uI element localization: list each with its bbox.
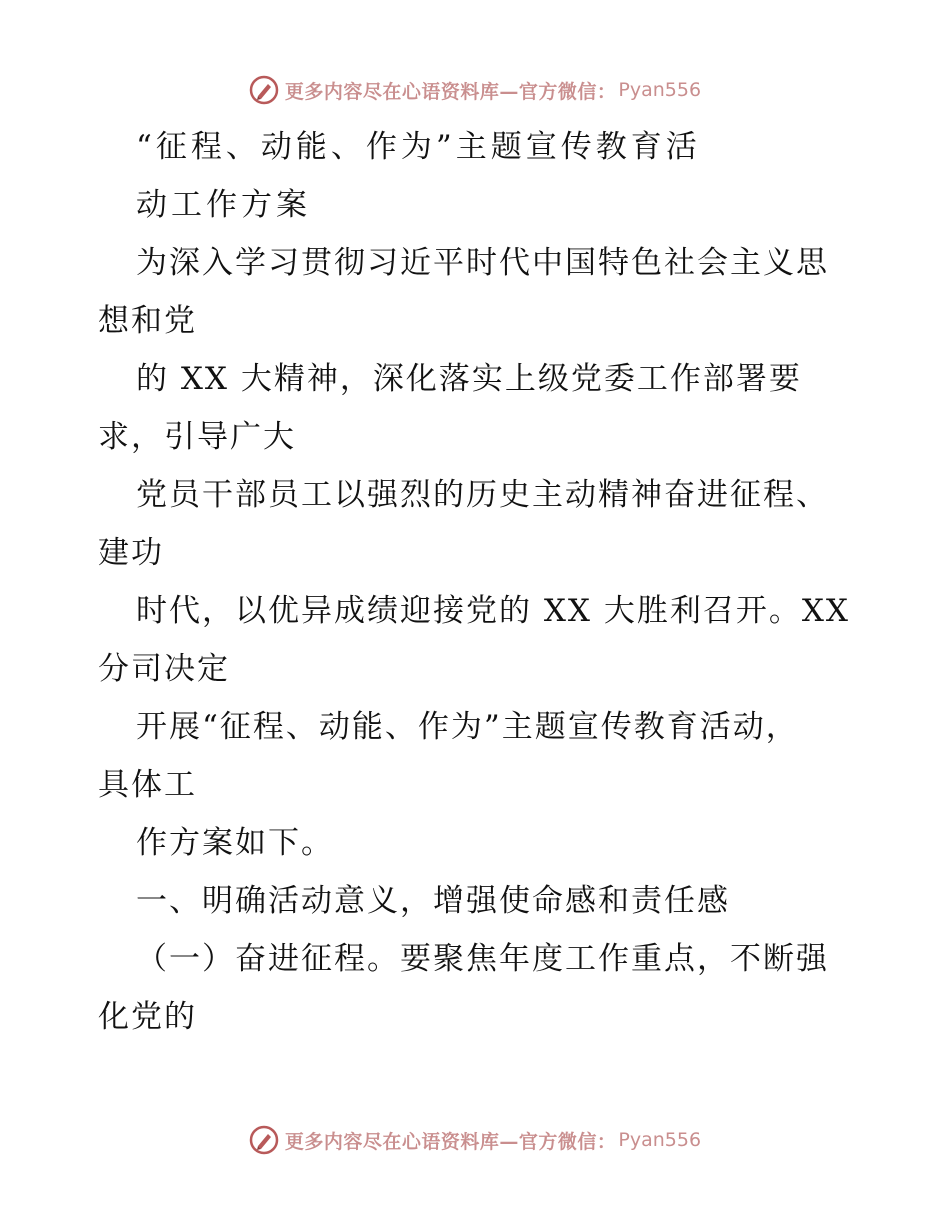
footer-watermark — [0, 1120, 950, 1160]
watermark-text: 更多内容尽在心语资料库—官方微信： — [284, 80, 617, 103]
pen-logo-icon — [249, 75, 279, 105]
paragraph-line: 求，引导广大 — [98, 419, 296, 455]
doc-title-line-1: “征程、动能、作为”主题宣传教育活 — [136, 129, 701, 165]
section-heading: 一、明确活动意义，增强使命感和责任感 — [136, 883, 730, 919]
subsection-line: （一）奋进征程。要聚焦年度工作重点，不断强 — [136, 941, 829, 977]
paragraph-line: 想和党 — [98, 303, 197, 339]
watermark-text: 更多内容尽在心语资料库—官方微信： — [284, 1130, 617, 1153]
paragraph-line: 党员干部员工以强烈的历史主动精神奋进征程、 — [136, 477, 829, 513]
watermark-wechat: Pyan556 — [618, 1129, 702, 1151]
paragraph-line: 具体工 — [98, 767, 197, 803]
paragraph-line: 作方案如下。 — [136, 825, 334, 861]
paragraph-line: 时代，以优异成绩迎接党的 XX 大胜利召开。XX — [136, 593, 850, 629]
paragraph-line: 分司决定 — [98, 651, 230, 687]
paragraph-line: 开展“征程、动能、作为”主题宣传教育活动， — [136, 709, 799, 745]
paragraph-line: 建功 — [98, 535, 164, 571]
subsection-line: 化党的 — [98, 999, 197, 1035]
doc-title-line-2: 动工作方案 — [136, 187, 311, 223]
paragraph-line: 为深入学习贯彻习近平时代中国特色社会主义思 — [136, 245, 829, 281]
paragraph-line: 的 XX 大精神，深化落实上级党委工作部署要 — [136, 361, 802, 397]
document-body — [98, 118, 898, 1046]
pen-logo-icon — [249, 1125, 279, 1155]
watermark-wechat: Pyan556 — [618, 79, 702, 101]
header-watermark — [0, 70, 950, 110]
